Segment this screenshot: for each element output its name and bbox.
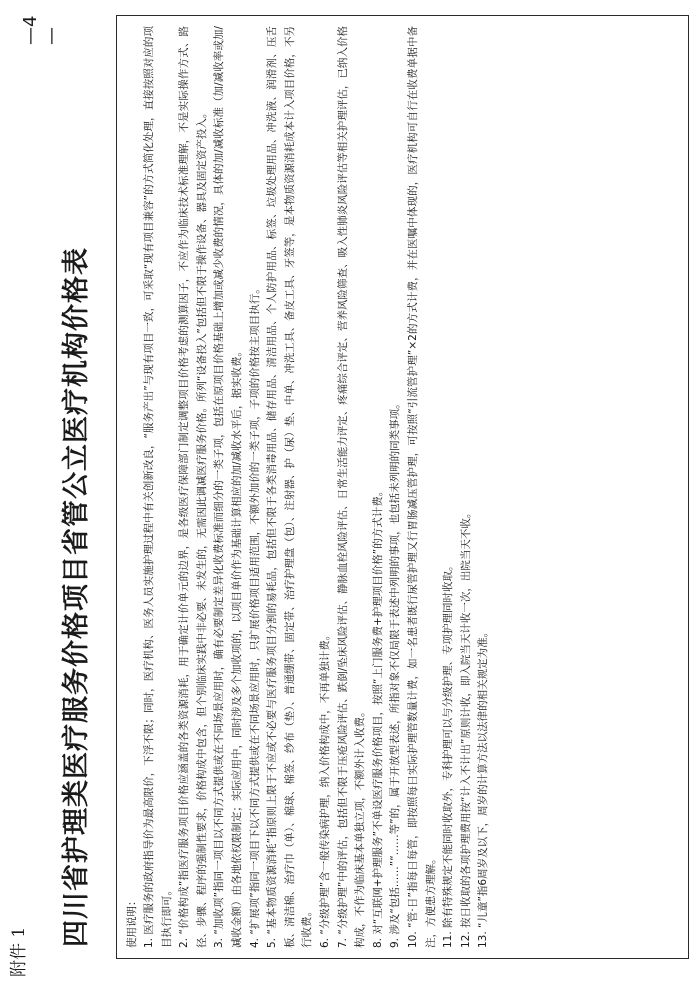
note-item: 5. “基本物质资源消耗”指原则上限于不应或不必要与医疗服务项目分割的易耗品，包括但不限于各类消毒用品、储存用品、清洁用品、个人防护用品、标签、垃圾处理用品、冲洗液、润滑剂、压舌板、清洁棉、治疗巾（单）、棉球、棉签、纱布（垫）、普通绷带、固定带、治疗护理盘（包）、注射器、护（尿）垫、中单、冲洗工具、备皮工具、牙签等，是本物质资源消耗成本计入项目价格，不另行收费。 [266, 26, 314, 948]
note-item: 3. “加收项”指同一项目以不同方式提供或在不同场景应用时，确有必要制定差异化收费标准而细分的一类子项，包括在原项目价格基础上增加或减少收费的情况，具体的加/减收标准（加/减收率或加/减收金额）由各地依权限制定；实际应用中，同时涉及多个加收项的，以项目单价作为基础计算相应的加/减收水平后，据实收费。 [213, 26, 243, 948]
note-item: 10. “管·日”指每日每管，即按照每日实际护理管数量计费，如一名患者既行尿管护理又行胃肠减压管护理，可按照“引流管护理”×2的方式计费，并在医嘱中体现的，医疗机构可自行在收费单据中备注，方便患方理解。 [406, 26, 437, 948]
page-number: —4— [20, 15, 62, 45]
usage-notes-heading: 使用说明： [126, 895, 138, 948]
note-item: 2. “价格构成”指医疗服务项目价格应涵盖的各类资源消耗，用于确定计价单元的边界，是各级医疗保障部门制定调整项目价格考虑的测算因子，不应作为临床技术标准理解，不是实际操作方式、路径、步骤、程序的强制性要求，价格构成中包含，但个别临床实践中非必要、未发生的，无需因此调减医疗服务价格。所列“设备投入”包括但不限于操作设备、器具及固定资产投入。 [178, 26, 208, 948]
note-item: 1. 医疗服务的政府指导价为最高限价，下浮不限；同时，医疗机构、医务人员实施护理过程中有关创新改良，“服务产出”与现有项目一致，可采取“现有项目兼容”的方式简化处理，直接按照对应的项目执行即可。 [143, 26, 173, 948]
note-item: 9. 涉及“包括……”“……等”的，属于开放型表述，所指对象不仅局限于表述中列明的事项，也包括未列明的同类事项。 [389, 398, 402, 948]
note-item: 7. “分级护理”中的评估，包括但不限于压疮风险评估、跌倒/坠床风险评估、静脉血栓风险评估、日常生活能力评定、疼痛综合评定、营养风险筛查、吸入性肺炎风险评估等相关护理评估，已纳入价格构成，不作为临床基本单独立项，不额外计入收费。 [336, 26, 367, 948]
page-title: 四川省护理类医疗服务价格项目省管公立医疗机构价格表 [61, 247, 92, 947]
note-item: 4. “扩展项”指同一项目下以不同方式提供或在不同场景应用时，只扩展价格项目适用范围，不额外加价的一类子项，子项的价格按主项目执行。 [248, 283, 261, 948]
note-item: 12. 按日收取的各项护理费用按“计入不计出”原则计收，即入院当天计收一次，出院当天不收。 [459, 507, 472, 948]
note-item: 11. 除有特殊规定不能同时收取外，专科护理可以与分级护理、专项护理同时收取。 [442, 560, 455, 948]
note-item: 13. “儿童”指6周岁及以下，周岁的计算方法以法律的相关规定为准。 [477, 626, 490, 948]
usage-notes-box [116, 15, 689, 959]
attachment-label: 附件 1 [9, 926, 29, 977]
note-item: 6. “分级护理”含一般传染病护理，纳入价格构成中，不再单独计费。 [318, 629, 331, 948]
note-item: 8. 对“互联网+护理服务”不单设医疗服务价格项目，按照“上门服务费+护理项目价格”的方式计费。 [371, 485, 384, 948]
usage-notes-list [141, 26, 493, 948]
